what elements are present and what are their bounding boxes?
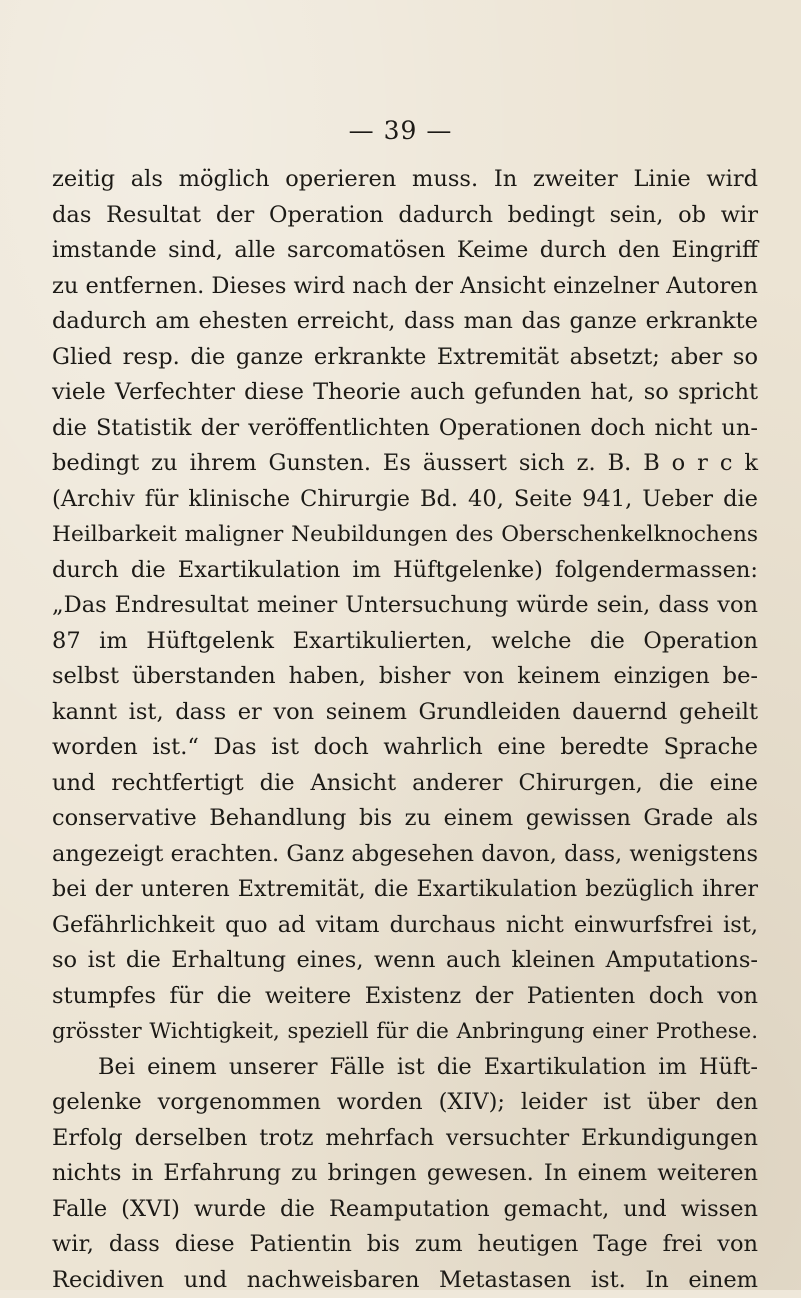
body-text <box>52 162 758 1298</box>
text-line: kannt ist, dass er von seinem Grundleiden dauernd geheilt <box>52 695 758 731</box>
text-line: Recidiven und nachweisbaren Metastasen ist. In einem <box>52 1263 758 1298</box>
text-line: und rechtfertigt die Ansicht anderer Chirurgen, die eine <box>52 766 758 802</box>
text-line: „Das Endresultat meiner Untersuchung würde sein, dass von <box>52 588 758 624</box>
text-line: selbst überstanden haben, bisher von keinem einzigen be- <box>52 659 758 695</box>
text-line: so ist die Erhaltung eines, wenn auch kleinen Amputations- <box>52 943 758 979</box>
text-line: Gefährlichkeit quo ad vitam durchaus nicht einwurfsfrei ist, <box>52 908 758 944</box>
text-line: wir, dass diese Patientin bis zum heutigen Tage frei von <box>52 1227 758 1263</box>
text-line: dadurch am ehesten erreicht, dass man das ganze erkrankte <box>52 304 758 340</box>
text-line: conservative Behandlung bis zu einem gewissen Grade als <box>52 801 758 837</box>
text-line: zeitig als möglich operieren muss. In zweiter Linie wird <box>52 162 758 198</box>
text-line: grösster Wichtigkeit, speziell für die Anbringung einer Prothese. <box>52 1014 758 1050</box>
text-line: (Archiv für klinische Chirurgie Bd. 40, Seite 941, Ueber die <box>52 482 758 518</box>
text-line: Glied resp. die ganze erkrankte Extremität absetzt; aber so <box>52 340 758 376</box>
text-line: stumpfes für die weitere Existenz der Patienten doch von <box>52 979 758 1015</box>
text-line: viele Verfechter diese Theorie auch gefunden hat, so spricht <box>52 375 758 411</box>
text-line: das Resultat der Operation dadurch bedingt sein, ob wir <box>52 198 758 234</box>
text-line: Erfolg derselben trotz mehrfach versuchter Erkundigungen <box>52 1121 758 1157</box>
text-line: angezeigt erachten. Ganz abgesehen davon, dass, wenigstens <box>52 837 758 873</box>
text-line: worden ist.“ Das ist doch wahrlich eine beredte Sprache <box>52 730 758 766</box>
text-line: zu entfernen. Dieses wird nach der Ansicht einzelner Autoren <box>52 269 758 305</box>
text-line: bei der unteren Extremität, die Exartikulation bezüglich ihrer <box>52 872 758 908</box>
text-line-paragraph-start: Bei einem unserer Fälle ist die Exartikulation im Hüft- <box>52 1050 758 1086</box>
text-line: 87 im Hüftgelenk Exartikulierten, welche die Operation <box>52 624 758 660</box>
text-line: imstande sind, alle sarcomatösen Keime durch den Eingriff <box>52 233 758 269</box>
text-line: durch die Exartikulation im Hüftgelenke) folgendermassen: <box>52 553 758 589</box>
text-line: bedingt zu ihrem Gunsten. Es äussert sich z. B. B o r c k <box>52 446 758 482</box>
text-line: nichts in Erfahrung zu bringen gewesen. In einem weiteren <box>52 1156 758 1192</box>
page-number: — 39 — <box>0 116 801 145</box>
text-line: Falle (XVI) wurde die Reamputation gemacht, und wissen <box>52 1192 758 1228</box>
text-line: gelenke vorgenommen worden (XIV); leider ist über den <box>52 1085 758 1121</box>
text-line: die Statistik der veröffentlichten Operationen doch nicht un- <box>52 411 758 447</box>
text-line: Heilbarkeit maligner Neubildungen des Oberschenkelknochens <box>52 517 758 553</box>
